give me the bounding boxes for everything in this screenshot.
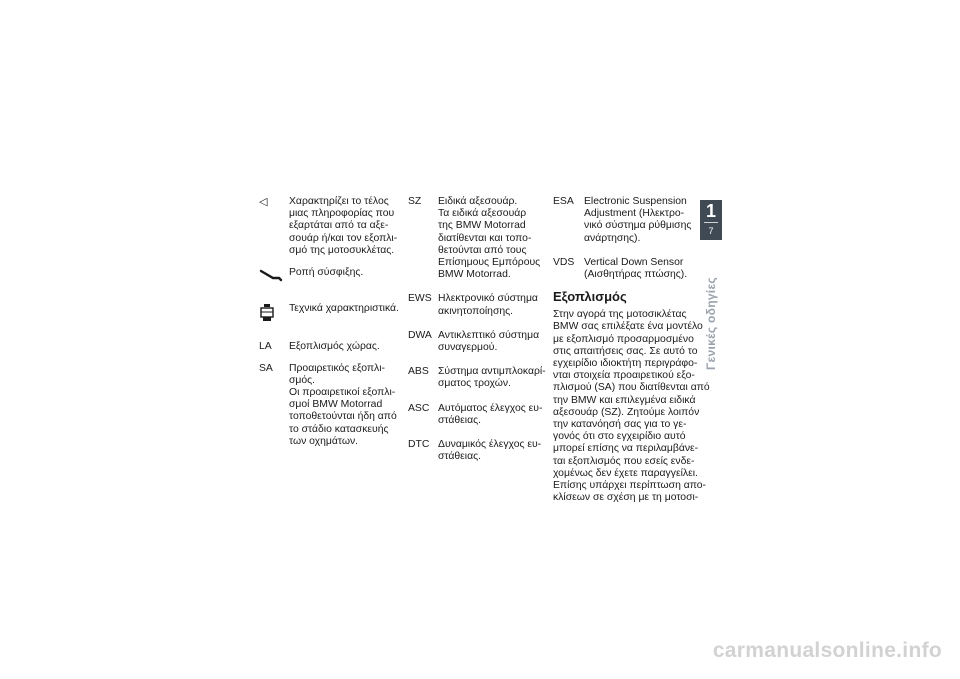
dtc-description: Δυναμικός έλεγχος ευ- στάθειας.: [438, 439, 542, 463]
end-marker-symbol: ◁: [259, 196, 268, 208]
dwa-entry: [408, 330, 548, 354]
ews-entry: [408, 293, 548, 317]
la-description: Εξοπλισμός χώρας.: [289, 341, 380, 353]
sz-description: Ειδικά αξεσουάρ. Τα ειδικά αξεσουάρ της BMW Motorrad διατίθενται και τοπο- θετούνται από τους Επίσημους Εμπόρους BMW Motorrad.: [438, 196, 541, 281]
asc-description: Αυτόματος έλεγχος ευ- στάθειας.: [438, 402, 543, 426]
esa-abbr: ESA: [553, 196, 574, 207]
chapter-tab: [700, 200, 722, 240]
abs-description: Σύστημα αντιμπλοκαρί- σματος τροχών.: [438, 366, 546, 390]
chapter-label: Γενικές οδηγίες: [704, 277, 718, 370]
torque-description: Ροπή σύσφιξης.: [289, 267, 364, 279]
specs-description: Τεχνικά χαρακτηριστικά.: [289, 303, 399, 315]
end-marker-entry: [259, 196, 404, 257]
torque-entry: [259, 267, 404, 287]
ews-description: Ηλεκτρονικό σύστημα ακινητοποίησης.: [438, 293, 538, 317]
dtc-entry: [408, 439, 548, 463]
esa-entry: [553, 196, 693, 245]
chapter-number: 1: [705, 201, 716, 221]
engine-icon: [259, 303, 275, 323]
abs-entry: [408, 366, 548, 390]
sz-abbr: SZ: [408, 196, 422, 207]
specs-entry: [259, 303, 404, 327]
abs-abbr: ABS: [408, 366, 429, 378]
page-number: 7: [708, 226, 714, 236]
sa-description: Προαιρετικός εξοπλι- σμός. Οι προαιρετικοί εξοπλι- σμοί BMW Motorrad τοποθετούνται ήδη από το στάδιο κατασκευής των οχημάτων.: [289, 362, 397, 447]
column-2: [408, 196, 548, 463]
watermark: carmanualsonline.info: [712, 639, 942, 662]
dtc-abbr: DTC: [408, 439, 430, 451]
sa-entry: [259, 363, 404, 448]
column-3: [553, 196, 710, 504]
sz-entry: [408, 196, 548, 281]
la-entry: [259, 341, 404, 353]
vds-entry: [553, 257, 693, 281]
la-abbr: LA: [259, 341, 272, 353]
ews-abbr: EWS: [408, 293, 432, 305]
dwa-description: Αντικλεπτικό σύστημα συναγερμού.: [438, 329, 540, 354]
asc-entry: [408, 403, 548, 427]
chapter-divider: [704, 222, 718, 223]
equipment-heading: Εξοπλισμός: [553, 289, 627, 305]
asc-abbr: ASC: [408, 402, 430, 414]
end-marker-description: Χαρακτηρίζει το τέλος μιας πληροφορίας που εξαρτάται από τα αξε- σουάρ ή/και τον εξοπλι- σμό της μοτοσυκλέτας.: [289, 196, 398, 256]
wrench-icon: [259, 267, 285, 283]
vds-description: Vertical Down Sensor (Αισθητήρας πτώσης).: [584, 256, 688, 281]
dwa-abbr: DWA: [408, 329, 432, 341]
sa-abbr: SA: [259, 362, 273, 374]
esa-description: Electronic Suspension Adjustment (Ηλεκτρο- νικό σύστημα ρύθμισης ανάρτησης).: [584, 196, 692, 244]
equipment-paragraph: Στην αγορά της μοτοσικλέτας BMW σας επιλέξατε ένα μοντέλο με εξοπλισμό προσαρμοσμένο στις απαιτήσεις σας. Σε αυτό το εγχειρίδιο ιδιοκτήτη περιγράφο- νται στοιχεία προαιρετικού εξο- πλισμού (SA) που διατίθενται από την BMW και επιλεγμένα ειδικά αξεσουάρ (SZ). Ζητούμε λοιπόν την κατανόησή σας για το γε- γονός ότι στο εγχειρίδιο αυτό μπορεί επίσης να περιλαμβάνε- ται εξοπλισμός που εσείς ενδε- χομένως δεν έχετε παραγγείλει. Επίσης υπάρχει περίπτωση απο- κλίσεων σε σχέση με τη μοτοσι-: [553, 309, 710, 504]
vds-abbr: VDS: [553, 256, 575, 268]
column-1: [259, 196, 404, 448]
